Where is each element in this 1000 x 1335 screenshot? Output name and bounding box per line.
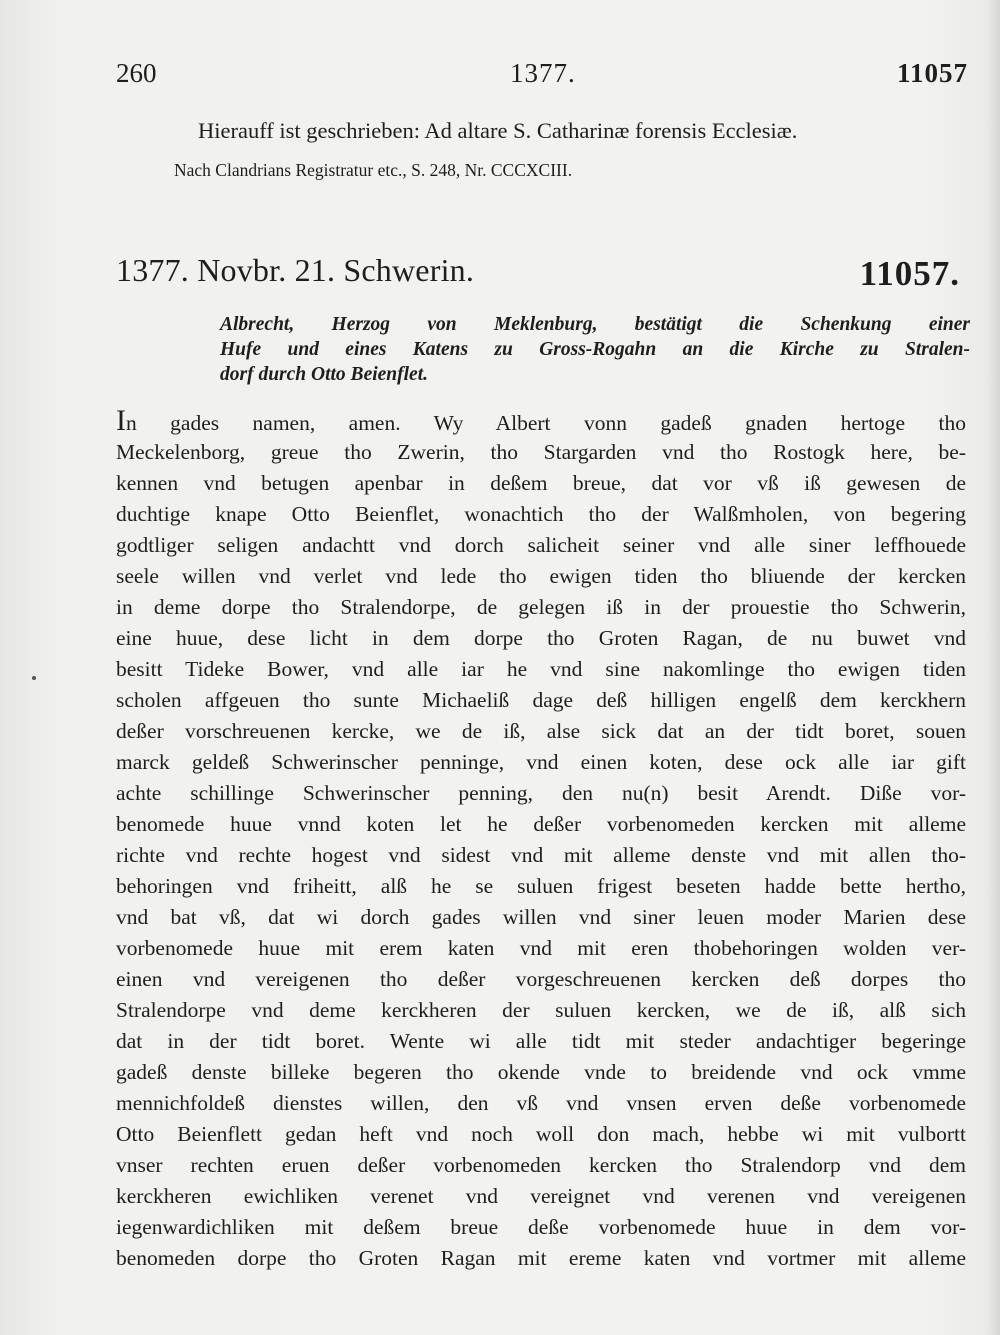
charter-line: benomeden dorpe tho Groten Ragan mit ereme katen vnd vortmer mit alleme [116, 1246, 966, 1270]
charter-line: besitt Tideke Bower, vnd alle iar he vnd sine nakomlinge tho ewigen tiden [116, 657, 966, 681]
running-head-document-number: 11057 [896, 58, 968, 88]
charter-line: einen vnd vereigenen tho deßer vorgeschreuenen kercken deß dorpes tho [116, 967, 966, 991]
charter-line-text: n gades namen, amen. Wy Albert vonn gadeß gnaden hertoge tho [126, 411, 966, 435]
summary-line: dorf durch Otto Beienflet. [220, 364, 428, 385]
entry-summary [220, 312, 970, 387]
source-note: Nach Clandrians Registratur etc., S. 248, Nr. CCCXCIII. [174, 160, 573, 180]
charter-line: vorbenomede huue mit erem katen vnd mit eren thobehoringen wolden ver- [116, 936, 966, 960]
charter-line: deßer vorschreuenen kercke, we de iß, alse sick dat an der tidt boret, souen [116, 719, 966, 743]
charter-line: vnser rechten eruen deßer vorbenomeden kercken tho Stralendorp vnd dem [116, 1153, 966, 1177]
charter-line: benomede huue vnnd koten let he deßer vorbenomeden kercken mit alleme [116, 812, 966, 836]
charter-line: vnd bat vß, dat wi dorch gades willen vnd siner leuen moder Marien dese [116, 905, 966, 929]
running-head [116, 58, 968, 92]
charter-line: kerckheren ewichliken verenet vnd vereignet vnd verenen vnd vereigenen [116, 1184, 966, 1208]
charter-line: dat in der tidt boret. Wente wi alle tidt mit steder andachtiger begeringe [116, 1029, 966, 1053]
charter-line-first [116, 404, 966, 437]
charter-line: duchtige knape Otto Beienflet, wonachtich tho der Walßmholen, von begering [116, 502, 966, 526]
summary-line: Hufe und eines Katens zu Gross-Rogahn an die Kirche zu Stralen- [220, 339, 970, 360]
charter-line: gadeß denste billeke begeren tho okende vnde to breidende vnd ock vmme [116, 1060, 966, 1084]
charter-line: in deme dorpe tho Stralendorpe, de gelegen iß in der prouestie tho Schwerin, [116, 595, 966, 619]
previous-document-endorsement: Hierauff ist geschrieben: Ad altare S. Catharinæ forensis Ecclesiæ. [198, 118, 798, 143]
charter-line: behoringen vnd friheitt, alß he se suluen frigest beseten hadde bette hertho, [116, 874, 966, 898]
entry-date-place: 1377. Novbr. 21. Schwerin. [116, 252, 475, 288]
charter-line: iegenwardichliken mit deßem breue deße vorbenomede huue in dem vor- [116, 1215, 966, 1239]
entry-number: 11057. [859, 254, 960, 293]
charter-line: seele willen vnd verlet vnd lede tho ewigen tiden tho bliuende der kercken [116, 564, 966, 588]
charter-line: achte schillinge Schwerinscher penning, den nu(n) besit Arendt. Diße vor- [116, 781, 966, 805]
page-gutter-shadow [986, 0, 1000, 1335]
drop-initial: I [116, 404, 126, 437]
charter-line: Otto Beienflett gedan heft vnd noch woll don mach, hebbe wi mit vulbortt [116, 1122, 966, 1146]
charter-line: richte vnd rechte hogest vnd sidest vnd mit alleme denste vnd mit allen tho- [116, 843, 966, 867]
charter-line: Meckelenborg, greue tho Zwerin, tho Stargarden vnd tho Rostogk here, be- [116, 440, 966, 464]
running-head-year: 1377. [510, 58, 576, 88]
charter-line: kennen vnd betugen apenbar in deßem breue, dat vor vß iß gewesen de [116, 471, 966, 495]
summary-line: Albrecht, Herzog von Meklenburg, bestätigt die Schenkung einer [220, 314, 970, 335]
ink-speck [32, 676, 36, 680]
charter-line: scholen affgeuen tho sunte Michaeliß dage deß hilligen engelß dem kerckhern [116, 688, 966, 712]
entry-heading [116, 252, 968, 296]
charter-line: eine huue, dese licht in dem dorpe tho Groten Ragan, de nu buwet vnd [116, 626, 966, 650]
charter-line: godtliger seligen andachtt vnd dorch salicheit seiner vnd alle siner leffhouede [116, 533, 966, 557]
charter-line: mennichfoldeß dienstes willen, den vß vnd vnsen erven deße vorbenomede [116, 1091, 966, 1115]
charter-line: Stralendorpe vnd deme kerckheren der suluen kercken, we de iß, alß sich [116, 998, 966, 1022]
charter-line: marck geldeß Schwerinscher penninge, vnd einen koten, dese ock alle iar gift [116, 750, 966, 774]
page-number: 260 [116, 58, 157, 88]
